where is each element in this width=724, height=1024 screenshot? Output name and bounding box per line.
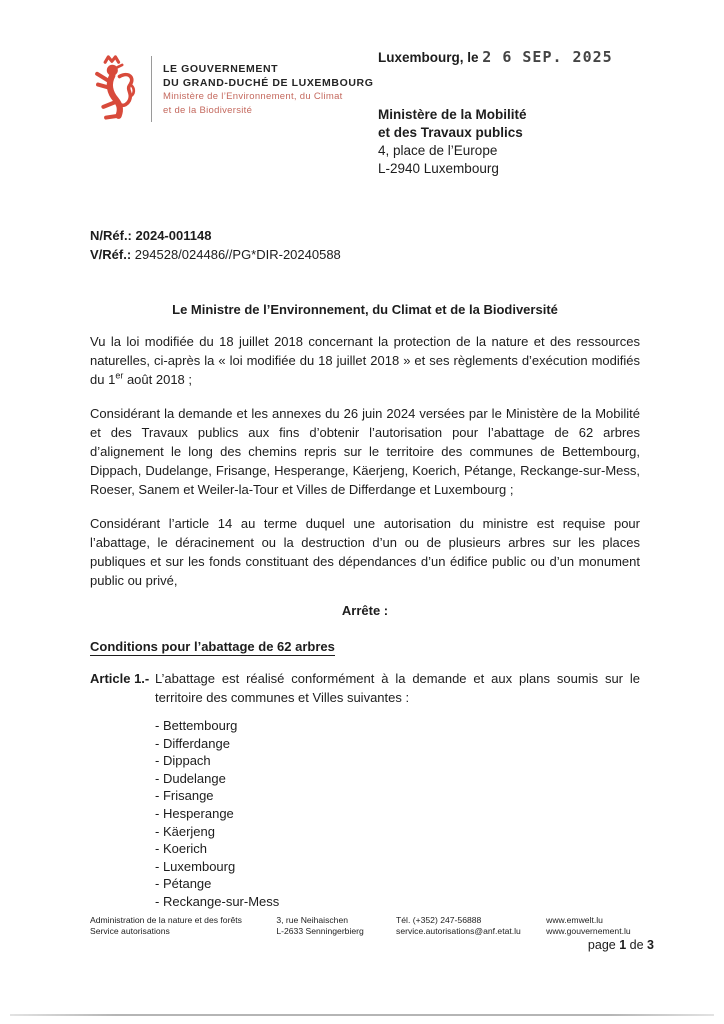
page-number: [588, 938, 654, 952]
commune-item: - Pétange: [155, 875, 640, 893]
footer-contact: [396, 915, 546, 937]
commune-item: - Dippach: [155, 752, 640, 770]
page-current: 1: [619, 938, 627, 952]
recital-vu: [90, 332, 640, 389]
footer-admin-line2: Service autorisations: [90, 926, 170, 936]
footer-phone: Tél. (+352) 247-56888: [396, 915, 482, 925]
footer-website-gouvernement: www.gouvernement.lu: [546, 926, 631, 936]
footer-address-line2: L-2633 Senningerbierg: [276, 926, 364, 936]
page-de: de: [629, 938, 644, 952]
footer-website-emwelt: www.emwelt.lu: [546, 915, 603, 925]
commune-item: - Hesperange: [155, 805, 640, 823]
commune-item: - Differdange: [155, 735, 640, 753]
commune-item: - Frisange: [155, 787, 640, 805]
recital-considerant-2: Considérant l’article 14 au terme duquel une autorisation du ministre est requise pour l’abattage, le déracinement ou la destruction d’un ou de plusieurs arbres sur les places publiques et sur les fonds constituant des dépendances d’un édifice public ou d’un monument public ou privé,: [90, 516, 640, 588]
section-heading-text: Conditions pour l’abattage de 62 arbres: [90, 639, 335, 654]
commune-item: - Bettembourg: [155, 717, 640, 735]
recipient-line4: L-2940 Luxembourg: [378, 161, 499, 176]
nref-label: N/Réf.:: [90, 228, 132, 243]
letterhead: [90, 48, 640, 178]
gov-name-line2: DU GRAND-DUCHÉ DE LUXEMBOURG: [163, 77, 374, 89]
ministry-name-line1: Ministère de l’Environnement, du Climat: [163, 91, 343, 102]
commune-item: - Luxembourg: [155, 858, 640, 876]
article-1-text: L’abattage est réalisé conformément à la demande et aux plans soumis sur le territoire des communes et Villes suivantes :: [155, 671, 640, 705]
recipient-line3: 4, place de l’Europe: [378, 143, 498, 158]
recital-vu-text: Vu la loi modifiée du 18 juillet 2018 concernant la protection de la nature et des ressources naturelles, ci-après la « loi modifiée du 18 juillet 2018 » et ses règlements d’exécution modifiés du 1: [90, 334, 640, 387]
logo-text: [163, 54, 373, 118]
header-right-column: [378, 48, 640, 178]
recipient-address: [378, 106, 640, 178]
nref-line: [90, 226, 640, 245]
nref-value: 2024-001148: [135, 228, 212, 243]
scan-bottom-edge: [10, 1014, 714, 1016]
recipient-line2: et des Travaux publics: [378, 125, 523, 140]
dateline: [378, 48, 640, 66]
commune-item: - Käerjeng: [155, 823, 640, 841]
vref-label: V/Réf.:: [90, 247, 132, 262]
gov-name-line1: LE GOUVERNEMENT: [163, 63, 279, 75]
article-1: [90, 669, 640, 707]
red-lion-icon: [90, 54, 140, 124]
page-footer: [90, 915, 654, 937]
article-1-label: Article 1.-: [90, 671, 150, 686]
document-title: Le Ministre de l’Environnement, du Climat et de la Biodiversité: [172, 302, 558, 317]
ministry-name-line2: et de la Biodiversité: [163, 105, 253, 116]
recital-vu-superscript: er: [115, 370, 124, 381]
footer-websites: [546, 915, 654, 937]
page-word: page: [587, 938, 616, 952]
commune-item: - Reckange-sur-Mess: [155, 893, 640, 911]
vref-value: 294528/024486//PG*DIR-20240588: [134, 247, 341, 262]
dateline-prefix: Luxembourg, le: [378, 50, 479, 65]
logo-separator: [151, 56, 152, 122]
footer-address-line1: 3, rue Neihaischen: [276, 915, 349, 925]
page-total: 3: [647, 938, 654, 952]
date-stamp: 2 6 SEP. 2025: [482, 48, 613, 66]
commune-item: - Dudelange: [155, 770, 640, 788]
government-logo: [90, 48, 373, 178]
recital-considerant-1: Considérant la demande et les annexes du 26 juin 2024 versées par le Ministère de la Mobilité et des Travaux publics aux fins d’obtenir l’autorisation pour l’abattage de 62 arbres d’alignement le long des chemins repris sur le territoire des communes de Bettembourg, Dippach, Dudelange, Frisange, Hesperange, Käerjeng, Koerich, Pétange, Reckange-sur-Mess, Roeser, Sanem et Weiler-la-Tour et Villes de Differdange et Luxembourg ;: [90, 406, 640, 497]
section-heading: [90, 639, 640, 654]
commune-list: [155, 717, 640, 911]
recipient-line1: Ministère de la Mobilité: [378, 107, 527, 122]
footer-admin-line1: Administration de la nature et des forêts: [90, 915, 242, 925]
reference-block: [90, 226, 640, 264]
commune-item: - Koerich: [155, 840, 640, 858]
footer-administration: [90, 915, 276, 937]
footer-address: [276, 915, 396, 937]
footer-email: service.autorisations@anf.etat.lu: [396, 926, 521, 936]
arrete-heading: Arrête :: [341, 603, 389, 618]
recital-vu-tail: août 2018 ;: [123, 372, 192, 387]
vref-line: [90, 245, 640, 264]
